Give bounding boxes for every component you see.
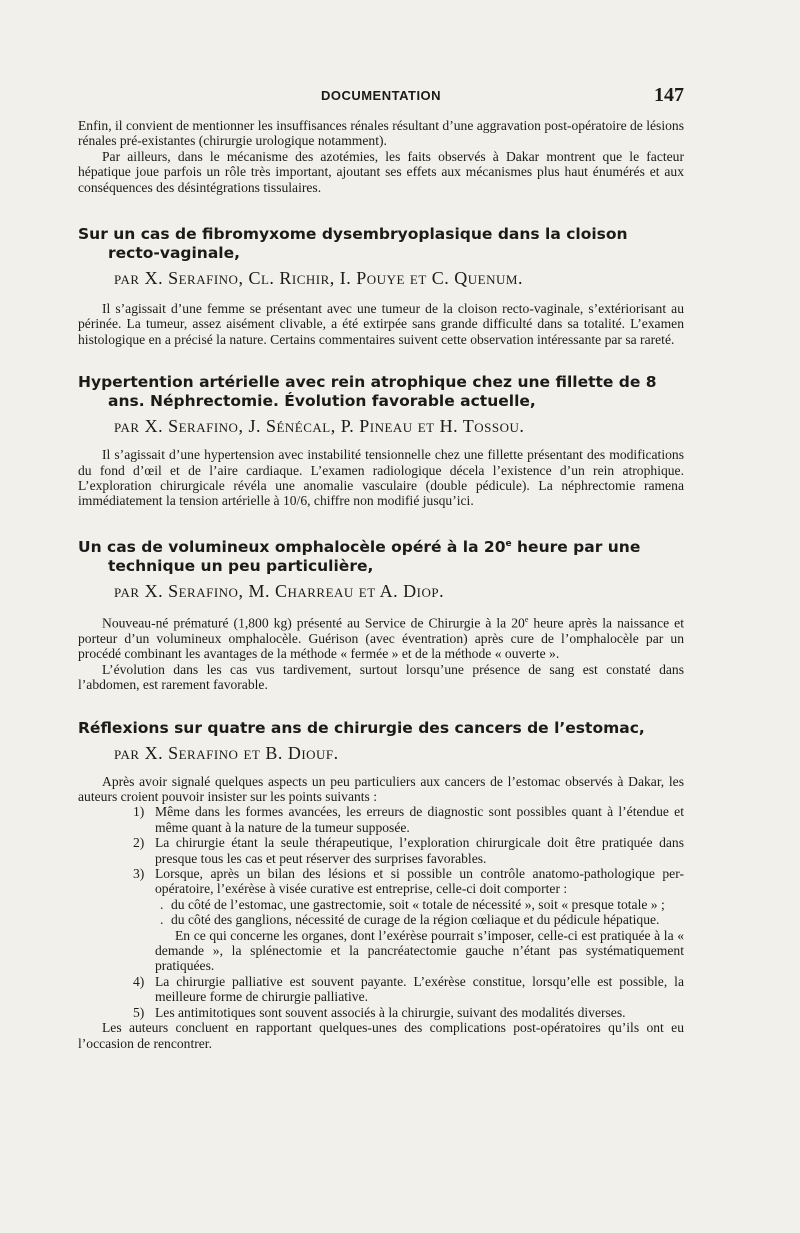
subpoint-item — [155, 897, 684, 912]
body-part: Nouveau-né prématuré (1,800 kg) présenté au Service de Chirurgie à la 20 — [102, 615, 525, 631]
intro-section — [78, 118, 684, 195]
title-part: Un cas de volumineux omphalocèle opéré à la 20 — [78, 538, 506, 557]
subpoint-text: du côté de l’estomac, une gastrectomie, soit « totale de nécessité », soit « presque totale » ; — [171, 896, 665, 912]
list-item — [78, 1005, 684, 1020]
article-title — [78, 535, 684, 576]
article-intro: Après avoir signalé quelques aspects un peu particuliers aux cancers de l’estomac observés à Dakar, les auteurs croient pouvoir insister sur les points suivants : — [78, 773, 684, 804]
title-part: heure par une technique un peu particulière, — [108, 538, 641, 576]
list-item — [78, 804, 684, 835]
article-title: Réflexions sur quatre ans de chirurgie des cancers de l’estomac, — [78, 718, 645, 737]
page-content — [78, 118, 684, 1051]
list-item — [78, 835, 684, 866]
list-number: 2) — [133, 835, 145, 851]
article-title: Sur un cas de fibromyxome dysembryoplasique dans la cloison recto-vaginale, — [78, 225, 628, 263]
subpoint-item — [155, 912, 684, 927]
page-header — [78, 84, 684, 108]
list-text: Même dans les formes avancées, les erreurs de diagnostic sont possibles quant à l’étendue et même quant à la nature de la tumeur supposée. — [155, 804, 684, 835]
intro-paragraph-2: Par ailleurs, dans le mécanisme des azotémies, les faits observés à Dakar montrent que le facteur hépatique joue parfois un rôle très important, ajoutant ses effets aux mécanismes plus haut énumérés et aux conséquences des désintégrations tissulaires. — [78, 148, 684, 195]
list-item — [78, 866, 684, 974]
points-list — [78, 804, 684, 1020]
article-body — [78, 612, 684, 662]
running-title: DOCUMENTATION — [320, 88, 442, 103]
list-text: Les antimitotiques sont souvent associés à la chirurgie, suivant des modalités diverses. — [155, 1004, 626, 1020]
article-hypertension — [78, 373, 684, 509]
title-superscript: e — [505, 538, 512, 549]
article-authors: par X. Serafino et B. Diouf. — [114, 742, 339, 763]
article-title: Hypertention artérielle avec rein atrophique chez une fillette de 8 ans. Néphrectomie. Évolution favorable actuelle, — [78, 373, 657, 411]
body-part: heure après la naissance et porteur d’un volumineux omphalocèle. Guérison (avec éventration) après cure de l’omphalocèle par un procédé combinant les avantages de la méthode « fermée » et de la méthode « ouverte ». — [78, 615, 684, 662]
article-body: Il s’agissait d’une femme se présentant avec une tumeur de la cloison recto-vaginale, s’extériorisant au périnée. La tumeur, assez aisément clivable, a été extirpée sans grande difficulté dans sa totalité. L’examen histologique en a précisé la nature. Certains commentaires suivent cette observation intéressante par sa rareté. — [78, 301, 684, 347]
page-number: 147 — [654, 84, 684, 106]
article-body: Il s’agissait d’une hypertension avec instabilité tensionnelle chez une fillette présentant des modifications du fond d’œil et de l’aire cardiaque. L’examen radiologique décela l’existence d’un rein atrophique. L’exploration chirurgicale révéla une anomalie vasculaire (double pédicule). La néphrectomie ramena immédiatement la tension artérielle à 10/6, chiffre non modifié jusqu’ici. — [78, 447, 684, 509]
article-body-2: L’évolution dans les cas vus tardivement, surtout lorsqu’une présence de sang est constaté dans l’abdomen, est rarement favorable. — [78, 661, 684, 693]
subpoint-text: du côté des ganglions, nécessité de curage de la région cœliaque et du pédicule hépatique. — [171, 912, 660, 928]
organs-note: En ce qui concerne les organes, dont l’exérèse pourrait s’imposer, celle-ci est pratiquée à la « demande », la splénectomie et la pancréatectomie gauche n’étant pas systématiquement pratiquées. — [155, 927, 684, 974]
article-conclusion: Les auteurs concluent en rapportant quelques-unes des complications post-opératoires qu’ils ont eu l’occasion de rencontrer. — [78, 1020, 684, 1051]
list-number: 3) — [133, 866, 145, 882]
list-number: 4) — [133, 973, 145, 989]
list-text: La chirurgie palliative est souvent payante. L’exérèse constitue, lorsqu’elle est possible, la meilleure forme de chirurgie palliative. — [155, 973, 684, 1005]
article-fibromyxome — [78, 225, 684, 347]
list-text: Lorsque, après un bilan des lésions et si possible un contrôle anatomo-pathologique per-opératoire, l’exérèse à visée curative est entreprise, celle-ci doit comporter : — [155, 866, 684, 897]
article-authors: par X. Serafino, M. Charreau et A. Diop. — [114, 581, 445, 602]
article-omphalocele — [78, 535, 684, 693]
subpoint-bullet: . — [160, 896, 164, 912]
article-estomac — [78, 719, 684, 1051]
subpoints-list — [155, 897, 684, 928]
subpoint-bullet: . — [160, 912, 164, 928]
list-item — [78, 974, 684, 1005]
intro-paragraph-1: Enfin, il convient de mentionner les insuffisances rénales résultant d’une aggravation post-opératoire de lésions rénales pré-existantes (chirurgie urologique notamment). — [78, 118, 684, 149]
list-number: 5) — [133, 1004, 145, 1020]
body-superscript: e — [524, 615, 529, 625]
list-text: La chirurgie étant la seule thérapeutique, l’exploration chirurgicale doit être pratiquée dans presque tous les cas et peut réserver des surprises favorables. — [155, 835, 684, 866]
list-number: 1) — [133, 804, 145, 820]
article-authors: par X. Serafino, Cl. Richir, I. Pouye et C. Quenum. — [114, 268, 523, 289]
article-authors: par X. Serafino, J. Sénécal, P. Pineau et H. Tossou. — [114, 416, 525, 437]
